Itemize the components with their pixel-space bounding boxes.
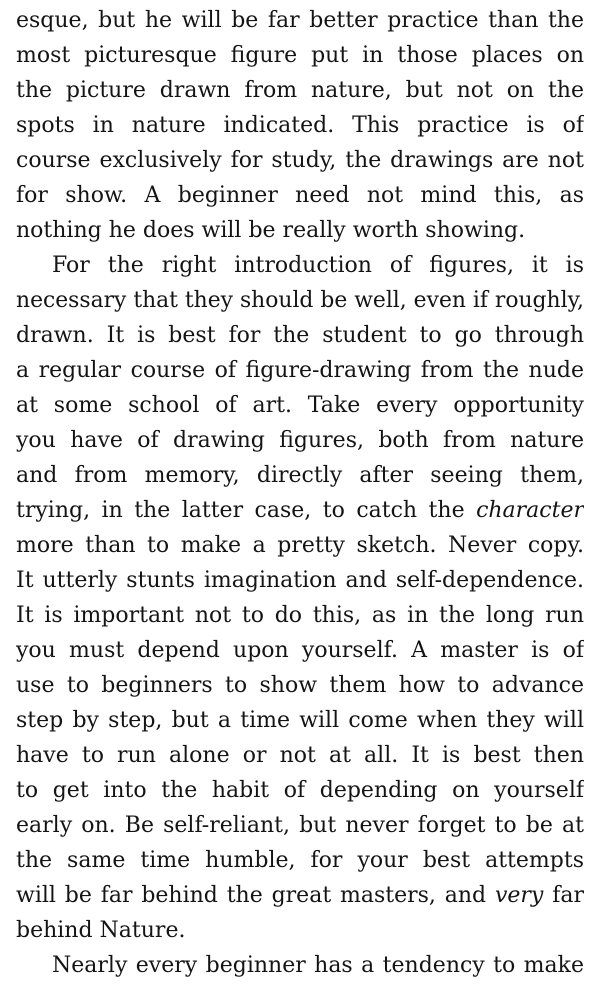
paragraph-first-line: Nearly every beginner has a tendency to make (52, 953, 584, 978)
text-line: step by step, but a time will come when they will (16, 708, 584, 733)
text-line: use to beginners to show them how to advance (16, 673, 584, 698)
text-line: necessary that they should be well, even if roughly, (16, 288, 584, 313)
text-segment: trying, in the latter case, to catch the (16, 498, 477, 523)
book-page (16, 0, 584, 997)
text-line: to get into the habit of depending on yourself (16, 778, 584, 803)
italic-word: character (476, 498, 584, 523)
text-line: at some school of art. Take every opportunity (16, 393, 584, 418)
text-line: It utterly stunts imagination and self-dependence. (16, 568, 584, 593)
text-line: for show. A beginner need not mind this, as (16, 183, 584, 208)
text-line (16, 493, 584, 528)
text-line: early on. Be self-reliant, but never forget to be at (16, 813, 584, 838)
text-line: behind Nature. (16, 918, 186, 943)
text-line: drawn. It is best for the student to go through (16, 323, 584, 348)
text-line: more than to make a pretty sketch. Never copy. (16, 533, 584, 558)
text-line: you have of drawing figures, both from nature (16, 428, 584, 453)
text-line: and from memory, directly after seeing them, (16, 463, 584, 488)
text-line: course exclusively for study, the drawings are not (16, 148, 584, 173)
text-line: you must depend upon yourself. A master is of (16, 638, 584, 663)
text-line: the picture drawn from nature, but not on the (16, 78, 584, 103)
text-line: It is important not to do this, as in the long run (16, 603, 584, 628)
text-line: a regular course of figure-drawing from the nude (16, 358, 584, 383)
text-segment: far (543, 883, 584, 908)
text-line (16, 878, 584, 913)
paragraph-first-line: For the right introduction of figures, it is (52, 253, 584, 278)
text-line: nothing he does will be really worth showing. (16, 218, 526, 243)
text-segment: will be far behind the great masters, and (16, 883, 495, 908)
text-line: most picturesque figure put in those places on (16, 43, 584, 68)
text-line: esque, but he will be far better practice than the (16, 8, 584, 33)
text-line: have to run alone or not at all. It is best then (16, 743, 584, 768)
text-line: spots in nature indicated. This practice is of (16, 113, 584, 138)
italic-word: very (494, 883, 544, 908)
text-line: the same time humble, for your best attempts (16, 848, 584, 873)
